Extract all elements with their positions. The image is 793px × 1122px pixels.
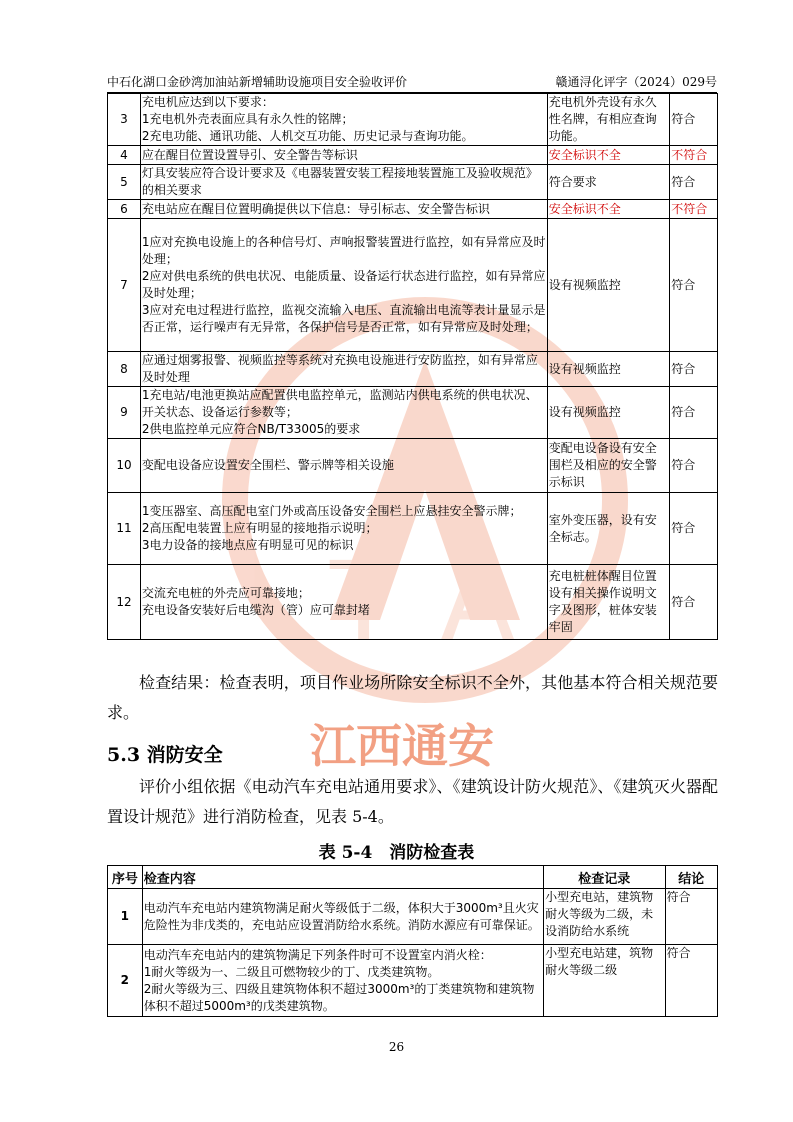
fire-check-table (107, 865, 718, 1017)
table-row (108, 94, 718, 146)
page-number: 26 (388, 1040, 405, 1054)
table-row (108, 219, 718, 352)
result-text: 检查结果：检查表明，项目作业场所除安全标识不全外，其他基本符合相关规范要求。 (107, 673, 718, 722)
check-result: 符合 (665, 889, 717, 945)
check-result: 符合 (670, 219, 718, 352)
row-number: 10 (108, 439, 141, 493)
table-row (108, 352, 718, 387)
row-number: 6 (108, 200, 141, 219)
table-row (108, 493, 718, 565)
row-number: 4 (108, 146, 141, 165)
check-result: 符合 (670, 165, 718, 200)
check-content: 1应对充换电设施上的各种信号灯、声响报警装置进行监控，如有异常应及时处理； 2应对供电系统的供电状况、电能质量、设备运行状态进行监控，如有异常应及时处理； 3应对充电过程进行监控，监视交流输入电压、直流输出电流等表计量显示是否正常，运行噪声有无异常，各保护信号是否正常，如有异常应及时处理； (140, 219, 547, 352)
check-record: 设有视频监控 (547, 387, 669, 439)
check-result: 符合 (665, 945, 717, 1017)
check-content: 电动汽车充电站内建筑物满足耐火等级低于二级，体积大于3000m³且火灾危险性为非戊类的，充电站应设置消防给水系统。消防水源应有可靠保证。 (142, 889, 543, 945)
check-result: 符合 (670, 94, 718, 146)
table-row (108, 945, 718, 1017)
check-record: 充电机外壳设有永久性名牌，有相应查询功能。 (547, 94, 669, 146)
check-content: 充电站应在醒目位置明确提供以下信息：导引标志、安全警告标识 (140, 200, 547, 219)
row-number: 12 (108, 565, 141, 640)
check-content: 充电机应达到以下要求： 1充电机外壳表面应具有永久性的铭牌； 2充电功能、通讯功能、人机交互功能、历史记录与查询功能。 (140, 94, 547, 146)
check-record: 变配电设备设有安全围栏及相应的安全警示标识 (547, 439, 669, 493)
check-content: 灯具安装应符合设计要求及《电器装置安装工程接地装置施工及验收规范》的相关要求 (140, 165, 547, 200)
check-record: 设有视频监控 (547, 219, 669, 352)
col-header-number: 序号 (108, 866, 143, 889)
row-number: 1 (108, 889, 143, 945)
check-record: 符合要求 (547, 165, 669, 200)
row-number: 5 (108, 165, 141, 200)
watermark-text: 江西通安 (310, 719, 494, 773)
check-result: 不符合 (670, 200, 718, 219)
row-number: 7 (108, 219, 141, 352)
table-row (108, 200, 718, 219)
table-header-row (108, 866, 718, 889)
check-content: 1变压器室、高压配电室门外或高压设备安全围栏上应悬挂安全警示牌； 2高压配电装置上应有明显的接地指示说明； 3电力设备的接地点应有明显可见的标识 (140, 493, 547, 565)
check-content: 应通过烟雾报警、视频监控等系统对充换电设施进行安防监控，如有异常应及时处理 (140, 352, 547, 387)
row-number: 3 (108, 94, 141, 146)
check-content: 电动汽车充电站内的建筑物满足下列条件时可不设置室内消火栓： 1耐火等级为一、二级且可燃物较少的丁、戊类建筑物。 2耐火等级为三、四级且建筑物体积不超过3000m³的丁类建筑物和建筑物体积不超过5000m³的戊类建筑物。 (142, 945, 543, 1017)
header-title: 中石化湖口金砂湾加油站新增辅助设施项目安全验收评价 (107, 75, 408, 89)
table-row (108, 565, 718, 640)
check-content: 应在醒目位置设置导引、安全警告等标识 (140, 146, 547, 165)
check-result: 符合 (670, 565, 718, 640)
col-header-result: 结论 (665, 866, 717, 889)
header-doc-number: 赣通浔化评字（2024）029号 (555, 75, 717, 89)
check-record: 安全标识不全 (547, 146, 669, 165)
check-result: 符合 (670, 493, 718, 565)
table-row (108, 387, 718, 439)
table-row (108, 165, 718, 200)
check-record: 充电桩桩体醒目位置设有相关操作说明文字及图形，桩体安装牢固 (547, 565, 669, 640)
table-row (108, 146, 718, 165)
row-number: 8 (108, 352, 141, 387)
check-result: 符合 (670, 352, 718, 387)
check-content: 交流充电桩的外壳应可靠接地； 充电设备安装好后电缆沟（管）应可靠封堵 (140, 565, 547, 640)
check-record: 室外变压器，设有安全标志。 (547, 493, 669, 565)
row-number: 9 (108, 387, 141, 439)
row-number: 11 (108, 493, 141, 565)
table-caption: 表 5-4 消防检查表 (318, 843, 475, 863)
check-content: 变配电设备应设置安全围栏、警示牌等相关设施 (140, 439, 547, 493)
check-record: 小型充电站，建筑物耐火等级为二级，未设消防给水系统 (544, 889, 665, 945)
page-header (107, 70, 717, 93)
row-number: 2 (108, 945, 143, 1017)
check-record: 设有视频监控 (547, 352, 669, 387)
check-result: 符合 (670, 439, 718, 493)
check-result: 符合 (670, 387, 718, 439)
col-header-content: 检查内容 (142, 866, 543, 889)
check-record: 小型充电站建，筑物耐火等级二级 (544, 945, 665, 1017)
intro-text: 评价小组依据《电动汽车充电站通用要求》、《建筑设计防火规范》、《建筑灭火器配置设计规范》进行消防检查，见表 5-4。 (107, 777, 718, 826)
check-result: 不符合 (670, 146, 718, 165)
col-header-record: 检查记录 (544, 866, 665, 889)
check-content: 1充电站/电池更换站应配置供电监控单元，监测站内供电系统的供电状况、开关状态、设备运行参数等； 2供电监控单元应符合NB/T33005的要求 (140, 387, 547, 439)
table-row (108, 439, 718, 493)
check-record: 安全标识不全 (547, 200, 669, 219)
safety-check-table (107, 93, 718, 640)
svg-text:T: T (330, 538, 398, 666)
svg-text:A: A (440, 538, 516, 666)
section-title: 5.3 消防安全 (107, 744, 223, 766)
table-row (108, 889, 718, 945)
